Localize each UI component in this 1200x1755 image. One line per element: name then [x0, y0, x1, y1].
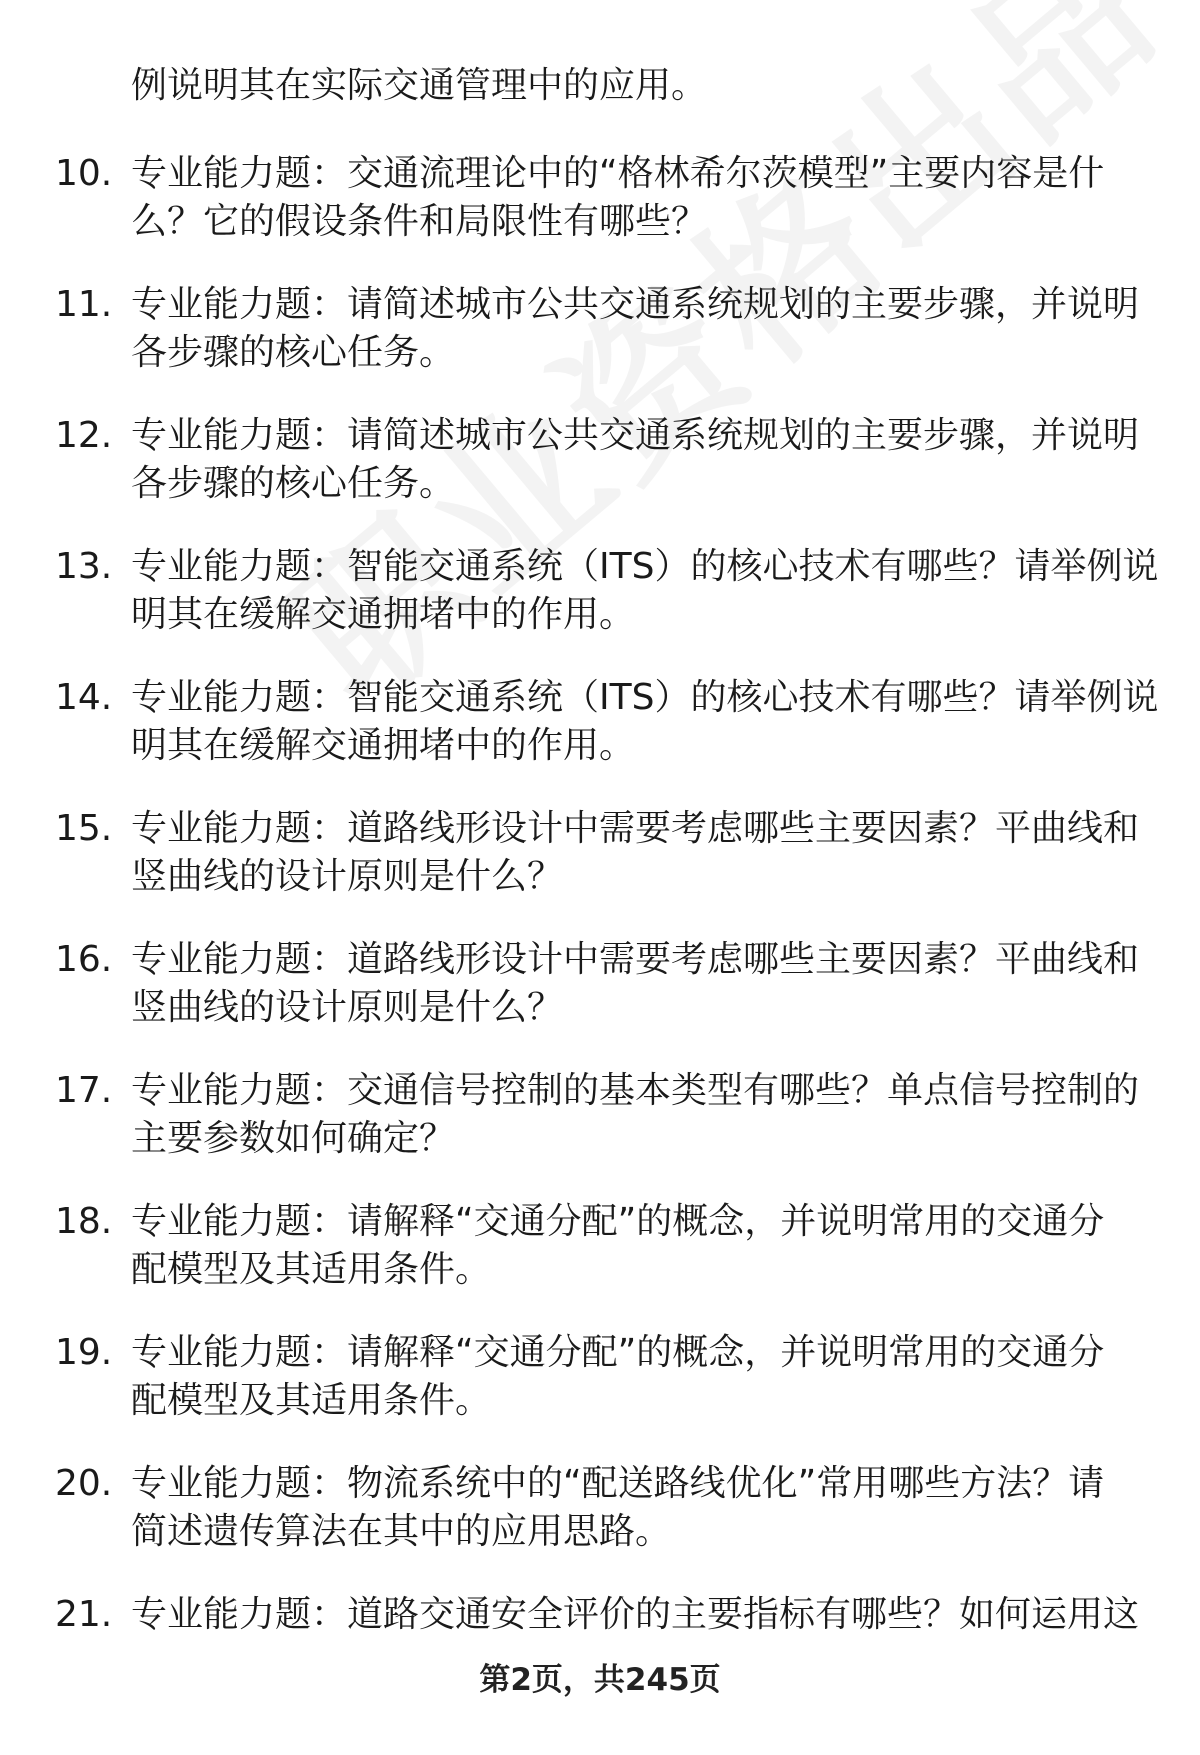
- question-number: 12.: [55, 415, 113, 456]
- page-footer: 第2页，共245页: [479, 1662, 721, 1698]
- question-text: [131, 1198, 1151, 1294]
- question-list: [0, 150, 1200, 1722]
- question-line: 专业能力题：物流系统中的“配送路线优化”常用哪些方法？请: [131, 1463, 1105, 1504]
- question-line: 竖曲线的设计原则是什么？: [131, 856, 564, 897]
- question-item: [0, 543, 1200, 674]
- question-line: 专业能力题：道路线形设计中需要考虑哪些主要因素？平曲线和: [131, 808, 1140, 849]
- question-line: 明其在缓解交通拥堵中的作用。: [131, 594, 636, 635]
- question-number: 19.: [55, 1332, 113, 1373]
- question-line: 各步骤的核心任务。: [131, 463, 456, 504]
- question-line: 专业能力题：请解释“交通分配”的概念，并说明常用的交通分: [131, 1201, 1105, 1242]
- question-number: 18.: [55, 1201, 113, 1242]
- question-text: [131, 936, 1151, 1032]
- question-number: 15.: [55, 808, 113, 849]
- question-line: 专业能力题：请简述城市公共交通系统规划的主要步骤，并说明: [131, 284, 1140, 325]
- question-number: 13.: [55, 546, 113, 587]
- question-line: 简述遗传算法在其中的应用思路。: [131, 1511, 672, 1552]
- question-item: [0, 412, 1200, 543]
- question-text: [131, 1460, 1151, 1556]
- question-text: [131, 1067, 1151, 1163]
- question-line: 专业能力题：智能交通系统（ITS）的核心技术有哪些？请举例说: [131, 546, 1159, 587]
- question-line: 配模型及其适用条件。: [131, 1249, 492, 1290]
- question-item: [0, 1460, 1200, 1591]
- question-text: [131, 674, 1159, 770]
- question-number: 14.: [55, 677, 113, 718]
- question-line: 专业能力题：道路交通安全评价的主要指标有哪些？如何运用这: [131, 1594, 1140, 1635]
- question-line: 专业能力题：交通流理论中的“格林希尔茨模型”主要内容是什: [131, 153, 1105, 194]
- question-item: [0, 805, 1200, 936]
- question-line: 专业能力题：请简述城市公共交通系统规划的主要步骤，并说明: [131, 415, 1140, 456]
- question-line: 明其在缓解交通拥堵中的作用。: [131, 725, 636, 766]
- question-line: 么？它的假设条件和局限性有哪些？: [131, 201, 708, 242]
- question-line: 专业能力题：智能交通系统（ITS）的核心技术有哪些？请举例说: [131, 677, 1159, 718]
- question-text: [131, 1329, 1151, 1425]
- question-number: 21.: [55, 1594, 113, 1635]
- question-item: [0, 1198, 1200, 1329]
- question-line: 专业能力题：道路线形设计中需要考虑哪些主要因素？平曲线和: [131, 939, 1140, 980]
- question-text: [131, 412, 1151, 508]
- question-text: [131, 281, 1151, 377]
- question-line: 配模型及其适用条件。: [131, 1380, 492, 1421]
- question-number: 20.: [55, 1463, 113, 1504]
- question-item: [0, 674, 1200, 805]
- question-line: 专业能力题：请解释“交通分配”的概念，并说明常用的交通分: [131, 1332, 1105, 1373]
- question-item: [0, 1329, 1200, 1460]
- question-text: [131, 543, 1159, 639]
- question-item: [0, 936, 1200, 1067]
- question-line: 专业能力题：交通信号控制的基本类型有哪些？单点信号控制的: [131, 1070, 1140, 1111]
- question-item: [0, 1067, 1200, 1198]
- question-line: 主要参数如何确定？: [131, 1118, 456, 1159]
- question-line: 竖曲线的设计原则是什么？: [131, 987, 564, 1028]
- question-number: 17.: [55, 1070, 113, 1111]
- question-text: [131, 1591, 1151, 1639]
- question-text: [131, 805, 1151, 901]
- question-number: 10.: [55, 153, 113, 194]
- question-item: [0, 1591, 1200, 1722]
- question-item: [0, 281, 1200, 412]
- question-number: 11.: [55, 284, 113, 325]
- question-text: [131, 150, 1151, 246]
- question-item: [0, 150, 1200, 281]
- continuation-text: 例说明其在实际交通管理中的应用。: [131, 65, 708, 106]
- question-number: 16.: [55, 939, 113, 980]
- question-line: 各步骤的核心任务。: [131, 332, 456, 373]
